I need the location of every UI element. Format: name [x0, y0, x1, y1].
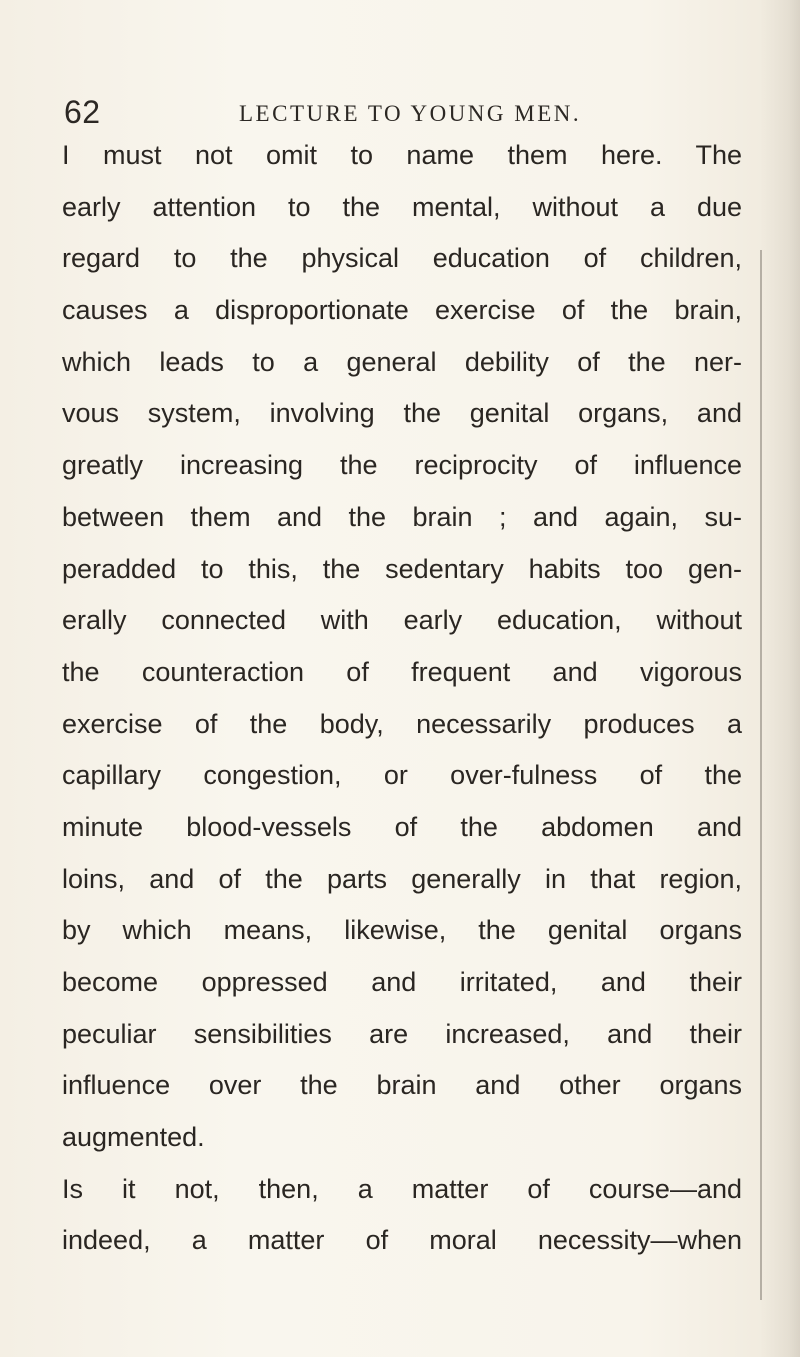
text-line: influence over the brain and other organs — [62, 1070, 742, 1101]
text-line: peculiar sensibilities are increased, and their — [62, 1018, 742, 1049]
text-line: regard to the physical education of children, — [62, 243, 742, 274]
text-line: peradded to this, the sedentary habits too gen- — [62, 553, 742, 584]
text-line: minute blood-vessels of the abdomen and — [62, 811, 742, 842]
text-line: augmented. — [62, 1122, 205, 1153]
text-line: greatly increasing the reciprocity of influence — [62, 450, 742, 481]
text-line: indeed, a matter of moral necessity—when — [62, 1225, 742, 1256]
text-line: the counteraction of frequent and vigorous — [62, 656, 742, 687]
text-line: exercise of the body, necessarily produces a — [62, 708, 742, 739]
text-line: become oppressed and irritated, and their — [62, 967, 742, 997]
text-line: by which means, likewise, the genital organs — [62, 915, 742, 946]
text-line: capillary congestion, or over-fulness of the — [62, 760, 742, 791]
margin-rule — [760, 250, 762, 1300]
page-edge-shadow — [760, 0, 800, 1357]
text-line: I must not omit to name them here. The — [62, 140, 742, 170]
text-line: loins, and of the parts generally in that region, — [62, 863, 742, 894]
body-text — [62, 130, 742, 1267]
running-head: LECTURE TO YOUNG MEN. — [239, 101, 582, 126]
text-line: between them and the brain ; and again, su- — [62, 501, 742, 532]
text-line: early attention to the mental, without a due — [62, 191, 742, 222]
text-line: causes a disproportionate exercise of the brain, — [62, 295, 742, 326]
page-number: 62 — [64, 94, 101, 130]
text-line: erally connected with early education, without — [62, 605, 742, 636]
text-line: Is it not, then, a matter of course—and — [62, 1173, 742, 1204]
text-line: which leads to a general debility of the ner- — [62, 346, 742, 377]
text-line: vous system, involving the genital organs, and — [62, 398, 742, 429]
